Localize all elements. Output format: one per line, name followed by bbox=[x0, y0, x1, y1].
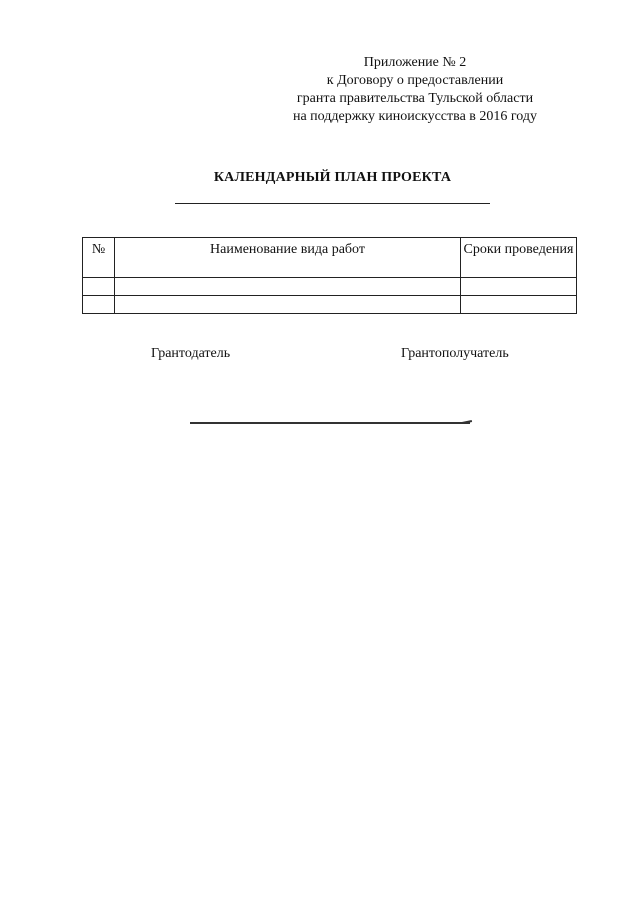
closing-rule bbox=[190, 422, 470, 424]
table-row bbox=[83, 278, 577, 296]
annex-header bbox=[255, 54, 575, 126]
table-header-row bbox=[83, 238, 577, 278]
annex-line-2: к Договору о предоставлении bbox=[326, 73, 504, 88]
annex-line-4: на поддержку киноискусства в 2016 году bbox=[292, 109, 538, 124]
header-term: Сроки проведения bbox=[461, 238, 577, 278]
page-title: КАЛЕНДАРНЫЙ ПЛАН ПРОЕКТА bbox=[213, 170, 452, 185]
row-number-cell bbox=[83, 278, 115, 296]
row-term-cell bbox=[461, 296, 577, 314]
calendar-plan-table bbox=[82, 237, 577, 314]
title-underline bbox=[175, 203, 490, 204]
header-number: № bbox=[83, 238, 115, 278]
row-number-cell bbox=[83, 296, 115, 314]
annex-line-1: Приложение № 2 bbox=[363, 55, 467, 70]
row-name-cell bbox=[115, 278, 461, 296]
row-name-cell bbox=[115, 296, 461, 314]
header-work-name: Наименование вида работ bbox=[115, 238, 461, 278]
table-row bbox=[83, 296, 577, 314]
grantor-label: Грантодатель bbox=[151, 346, 231, 361]
grantee-label: Грантополучатель bbox=[401, 346, 509, 361]
row-term-cell bbox=[461, 278, 577, 296]
annex-line-3: гранта правительства Тульской области bbox=[296, 91, 534, 106]
